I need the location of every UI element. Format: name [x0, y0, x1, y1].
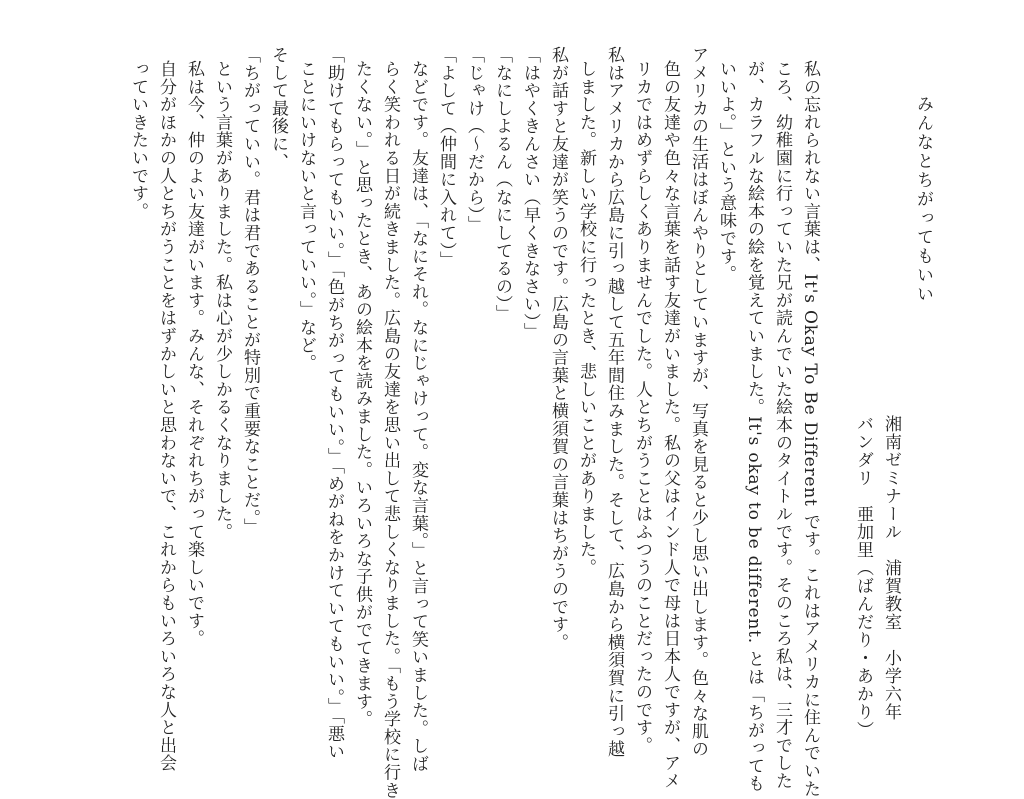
body-line: 私はアメリカから広島に引っ越して五年間住みました。そして、広島から横須賀に引っ越: [604, 46, 624, 758]
body-line: 「よして（仲間に入れて）」: [436, 46, 456, 269]
body-line: らく笑われる日が続きました。広島の友達を思い出して悲しくなりました。「もう学校に行き: [380, 60, 400, 799]
body-line: 私の忘れられない言葉は、It's Okay To Be Different です。これはアメリカに住んでいた: [800, 60, 820, 798]
body-line: が、カラフルな絵本の絵を覚えていました。It's okay to be different. とは「ちがっても: [744, 60, 764, 793]
essay-title: みんなとちがってもいい: [913, 95, 933, 304]
body-line: などです。友達は、「なにそれ。なにじゃけって。変な言葉。」と言って笑いました。しば: [408, 60, 428, 773]
byline-author: バンダリ 亜加里（ばんだり・あかり）: [853, 415, 873, 739]
body-line: アメリカの生活はぼんやりとしていますが、写真を見ると少し思い出します。色々な肌の: [688, 46, 708, 758]
body-line: いいよ。」という意味です。: [716, 60, 736, 283]
body-line: っていきたいです。: [128, 60, 148, 221]
body-line: そして最後に、: [268, 46, 288, 171]
body-line: 自分がほかの人とちがうことをはずかしいと思わないで、これからもいろいろな人と出会: [156, 60, 176, 772]
body-line: リカではめずらしくありませんでした。人とちがうことはふつうのことだったのです。: [632, 60, 652, 755]
body-line: 私が話すと友達が笑うのです。広島の言葉と横須賀の言葉はちがうのです。: [548, 46, 568, 652]
body-line: ころ、幼稚園に行っていた兄が読んでいた絵本のタイトルです。そのころ私は、三才でした: [772, 60, 792, 790]
body-line: 色の友達や色々な言葉を話す友達がいました。私の父はインド人で母は日本人ですが、アメ: [660, 60, 680, 790]
body-line: 「なにしよるん（なにしてるの）」: [492, 46, 512, 323]
body-line: 「はやくきんさい（早くきなさい）」: [520, 46, 540, 341]
body-line: 「ちがっていい。君は君であることが特別で重要なことだ。」: [240, 46, 260, 536]
body-line: しました。新しい学校に行ったとき、悲しいことがありました。: [576, 60, 596, 577]
byline-school: 湘南ゼミナール 浦賀教室 小学六年: [881, 415, 901, 721]
body-line: 私は今、仲のよい友達がいます。みんな、それぞれちがって楽しいです。: [184, 60, 204, 648]
body-line: 「じゃけ（〜だから）」: [464, 46, 484, 234]
body-line: ことにいけないと言っていい。」など。: [296, 60, 316, 372]
body-line: という言葉がありました。私は心が少しかるくなりました。: [212, 60, 232, 541]
body-line: たくない。」と思ったとき、あの絵本を読みました。いろいろな子供がでてきます。: [352, 60, 372, 728]
body-line: 「助けてもらってもいい。」「色がちがってもいい。」「めがねをかけていてもいい。」「悪い: [324, 46, 344, 761]
